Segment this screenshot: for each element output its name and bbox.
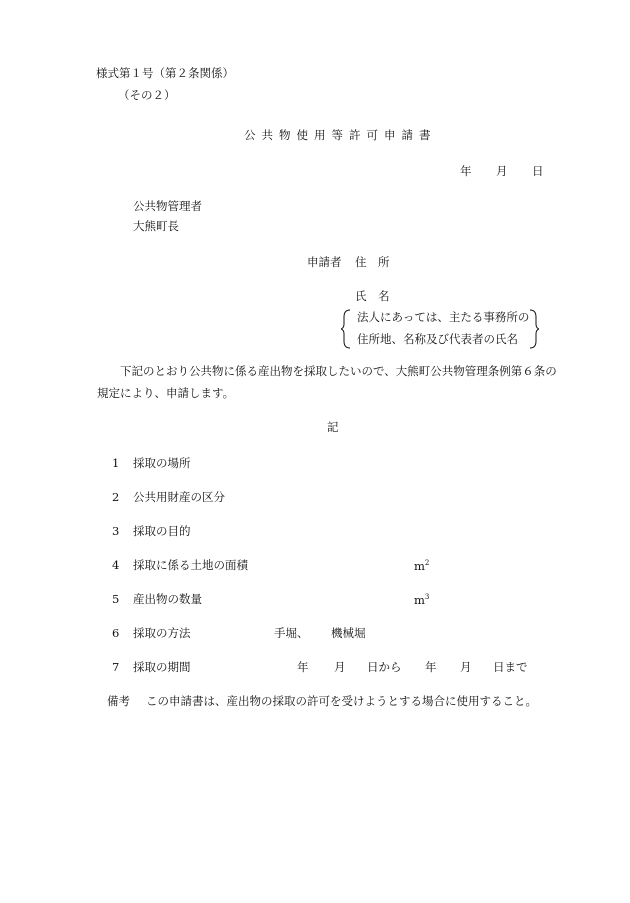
ki-heading: 記 [327,420,339,434]
method-option-hand: 手堀、 [274,626,309,640]
period-start-year: 年 [297,660,309,674]
applicant-address-label: 住 所 [355,255,390,269]
item-label: 公共用財産の区分 [133,490,225,504]
date-day-label: 日 [532,164,544,178]
period-end-month: 月 [460,660,472,674]
period-start-day: 日から [367,660,402,674]
remarks-text: この申請書は、産出物の採取の許可を受けようとする場合に使用すること。 [146,694,537,708]
applicant-name-label: 氏 名 [355,289,390,303]
applicant-note-line1: 法人にあっては、主たる事務所の [357,310,530,324]
addressee-name: 大熊町長 [133,219,179,233]
item-label: 産出物の数量 [133,592,202,606]
item-label: 採取に係る土地の面積 [133,558,248,572]
item-label: 採取の方法 [133,626,191,640]
period-end-day: 日まで [493,660,528,674]
body-text-line2: 規定により、申請します。 [97,386,235,400]
item-label: 採取の期間 [133,660,191,674]
item-label: 採取の目的 [133,524,191,538]
applicant-note-bracket [341,309,539,349]
item-number: 5 [112,592,120,606]
form-sub-number: （その２） [118,88,176,102]
method-option-machine: 機械堀 [331,626,366,640]
item-number: 2 [112,490,120,504]
applicant-note-line2: 住所地、名称及び代表者の氏名 [357,332,518,346]
item-number: 7 [112,660,120,674]
item-number: 4 [112,558,120,572]
item-number: 3 [112,524,120,538]
volume-unit: $m^3$ [414,593,430,607]
page-title: 公共物使用等許可申請書 [244,128,437,142]
area-unit: $m^2$ [414,559,430,573]
addressee-title: 公共物管理者 [133,199,202,213]
period-end-year: 年 [425,660,437,674]
applicant-label: 申請者 [307,255,342,269]
remarks-label: 備考 [107,694,130,708]
body-text-line1: 下記のとおり公共物に係る産出物を採取したいので、大熊町公共物管理条例第６条の [120,364,557,378]
date-month-label: 月 [496,164,508,178]
form-number: 様式第１号（第２条関係） [96,66,234,80]
item-number: 6 [112,626,120,640]
date-year-label: 年 [460,164,472,178]
item-number: 1 [112,456,120,470]
period-start-month: 月 [334,660,346,674]
item-label: 採取の場所 [133,456,191,470]
